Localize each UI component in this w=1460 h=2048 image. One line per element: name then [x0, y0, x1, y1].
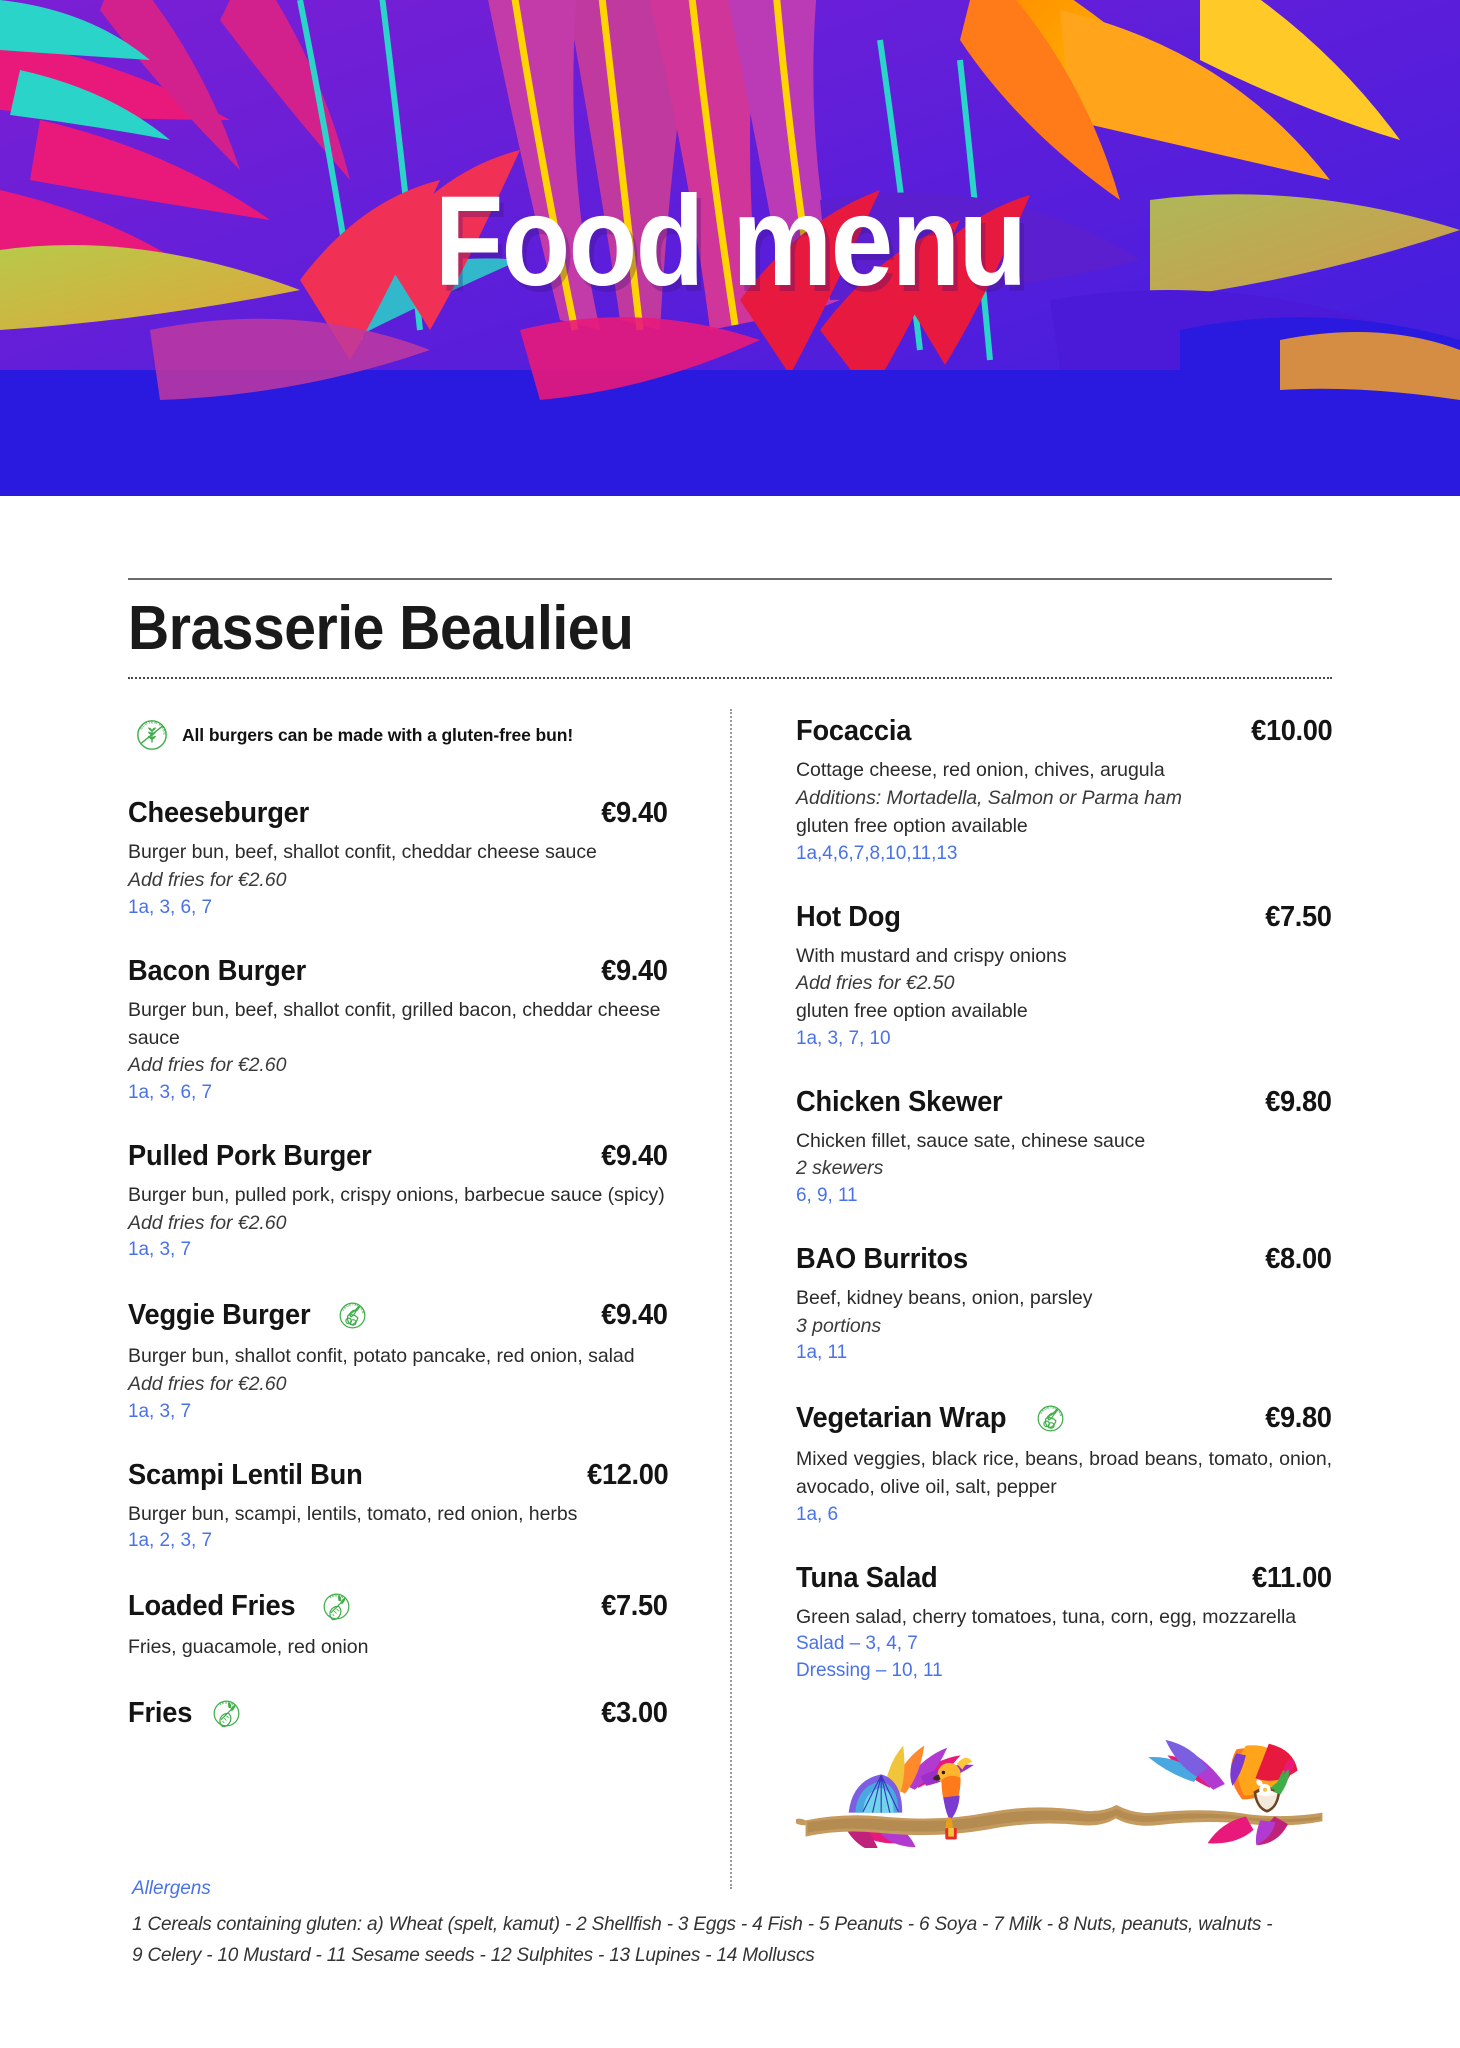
menu-item-description: Burger bun, pulled pork, crispy onions, barbecue sauce (spicy)	[128, 1183, 665, 1206]
menu-item-name: Cheeseburger	[128, 797, 310, 830]
menu-item	[796, 901, 1332, 1053]
gluten-free-icon	[132, 715, 172, 755]
menu-item-name: Bacon Burger	[128, 954, 306, 987]
allergens-line-1: 1 Cereals containing gluten: a) Wheat (spelt, kamut) - 2 Shellfish - 3 Eggs - 4 Fish - 5 Peanuts - 6 Soya - 7 Milk - 8 Nuts, peanuts, walnuts -	[132, 1914, 1273, 1936]
menu-item-description: With mustard and crispy onions	[796, 944, 1067, 967]
top-rule	[128, 578, 1332, 580]
menu-item	[128, 1297, 668, 1425]
dotted-rule	[128, 677, 1332, 679]
menu-item-price: €9.80	[1265, 1402, 1332, 1435]
menu-item-allergens-secondary: Dressing – 10, 11	[796, 1660, 943, 1682]
menu-item-description: Fries, guacamole, red onion	[128, 1636, 369, 1659]
menu-item-description: Burger bun, beef, shallot confit, cheddar cheese sauce	[128, 841, 597, 864]
menu-item-allergens: 1a, 2, 3, 7	[128, 1530, 212, 1552]
menu-item-price: €8.00	[1265, 1242, 1332, 1275]
menu-item-price: €9.40	[601, 1299, 668, 1332]
menu-item-price: €10.00	[1250, 715, 1332, 748]
menu-item	[796, 1400, 1332, 1528]
menu-item-price: €9.40	[601, 797, 668, 830]
menu-item-header	[128, 1695, 668, 1732]
menu-item-option: gluten free option available	[796, 999, 1028, 1022]
menu-item-header	[128, 797, 668, 830]
menu-columns	[128, 715, 1332, 1848]
menu-item-description: Burger bun, beef, shallot confit, grilled bacon, cheddar cheese sauce	[128, 998, 661, 1049]
menu-item-option: gluten free option available	[796, 814, 1028, 837]
menu-column-left	[128, 715, 730, 1765]
menu-item-note: Add fries for €2.60	[128, 869, 287, 892]
menu-item-note: Additions: Mortadella, Salmon or Parma ham	[796, 787, 1182, 810]
svg-text:VEGETARIAN: VEGETARIAN	[340, 1302, 366, 1315]
menu-item-allergens: 1a, 6	[796, 1503, 839, 1525]
menu-item-allergens: 1a,4,6,7,8,10,11,13	[796, 842, 958, 864]
menu-item-price: €9.40	[601, 1139, 668, 1172]
vegan-icon	[208, 1695, 245, 1732]
menu-item	[128, 1588, 668, 1662]
menu-item-name: Pulled Pork Burger	[128, 1139, 372, 1172]
menu-item-description: Burger bun, shallot confit, potato pancake, red onion, salad	[128, 1345, 635, 1368]
svg-text:VEGETARIAN: VEGETARIAN	[1038, 1405, 1063, 1418]
menu-item-description: Mixed veggies, black rice, beans, broad beans, tomato, onion, avocado, olive oil, salt, pepper	[796, 1448, 1332, 1499]
menu-item-header	[796, 1243, 1332, 1276]
menu-item-name: Focaccia	[796, 715, 912, 748]
menu-item-allergens: 1a, 3, 7	[128, 1400, 191, 1422]
menu-item-name: Fries	[128, 1697, 193, 1729]
column-divider	[730, 709, 732, 1889]
menu-item-price: €9.80	[1265, 1085, 1332, 1118]
menu-item-price: €7.50	[601, 1590, 668, 1623]
menu-item-header	[128, 1459, 668, 1492]
menu-item-header	[128, 955, 668, 988]
menu-item-price: €9.40	[601, 954, 668, 987]
allergens-footer	[128, 1878, 1332, 1972]
menu-item-allergens: 1a, 3, 6, 7	[128, 896, 212, 918]
menu-item-note: 2 skewers	[796, 1157, 884, 1180]
restaurant-name: Brasserie Beaulieu	[128, 594, 634, 663]
gluten-free-notice-text: All burgers can be made with a gluten-free bun!	[182, 724, 574, 745]
menu-item-price: €7.50	[1265, 900, 1332, 933]
menu-item-name: Veggie Burger	[128, 1299, 311, 1332]
menu-item-allergens: 1a, 3, 6, 7	[128, 1081, 212, 1103]
menu-item-name: Loaded Fries	[128, 1590, 296, 1623]
menu-item-description: Burger bun, scampi, lentils, tomato, red onion, herbs	[128, 1502, 578, 1525]
menu-item-header	[796, 1086, 1332, 1119]
menu-item	[796, 1562, 1332, 1686]
menu-item-header	[796, 1400, 1332, 1437]
menu-item-header	[796, 715, 1332, 748]
menu-item-price: €11.00	[1252, 1561, 1332, 1594]
page-title: Food menu	[434, 170, 1026, 313]
svg-text:VEGAN: VEGAN	[328, 1593, 345, 1600]
menu-item-note: Add fries for €2.60	[128, 1211, 287, 1234]
menu-item-description: Green salad, cherry tomatoes, tuna, corn, egg, mozzarella	[796, 1605, 1297, 1628]
menu-item	[796, 715, 1332, 867]
menu-item	[128, 1140, 668, 1264]
allergens-line-2: 9 Celery - 10 Mustard - 11 Sesame seeds - 12 Sulphites - 13 Lupines - 14 Molluscs	[132, 1945, 815, 1967]
menu-item-allergens: 1a, 11	[796, 1342, 848, 1364]
menu-item-header	[796, 901, 1332, 934]
menu-item-allergens: 1a, 3, 7	[128, 1239, 191, 1261]
svg-text:GLUTEN FREE: GLUTEN FREE	[138, 720, 167, 736]
menu-item-note: 3 portions	[796, 1314, 882, 1337]
menu-item-note: Add fries for €2.60	[128, 1372, 287, 1395]
menu-item	[796, 1243, 1332, 1367]
vegan-icon	[318, 1588, 355, 1625]
gluten-free-notice	[128, 715, 668, 755]
allergens-title: Allergens	[132, 1878, 211, 1900]
menu-item-note: Add fries for €2.50	[796, 972, 955, 995]
menu-item-header	[128, 1297, 668, 1334]
menu-item-name: Hot Dog	[796, 900, 901, 933]
menu-item-name: BAO Burritos	[796, 1242, 968, 1275]
menu-item-name: Tuna Salad	[796, 1561, 938, 1594]
menu-item-description: Cottage cheese, red onion, chives, arugula	[796, 759, 1165, 782]
menu-item-price: €3.00	[601, 1697, 668, 1729]
tropical-branch-parrot-illustration	[796, 1718, 1332, 1848]
menu-item-allergens: 6, 9, 11	[796, 1185, 858, 1207]
menu-item-name: Vegetarian Wrap	[796, 1402, 1007, 1435]
menu-item-description: Beef, kidney beans, onion, parsley	[796, 1287, 1093, 1310]
menu-item-name: Chicken Skewer	[796, 1085, 1003, 1118]
menu-item-description: Chicken fillet, sauce sate, chinese sauce	[796, 1129, 1146, 1152]
menu-item-allergens: 1a, 3, 7, 10	[796, 1027, 891, 1049]
vegetarian-icon	[1032, 1400, 1069, 1437]
menu-item	[128, 955, 668, 1107]
menu-item-name: Scampi Lentil Bun	[128, 1458, 363, 1491]
menu-item-header	[128, 1140, 668, 1173]
menu-column-right	[730, 715, 1332, 1848]
menu-item-header	[796, 1562, 1332, 1595]
menu-item-header	[128, 1588, 668, 1625]
menu-item	[128, 1459, 668, 1556]
vegetarian-icon	[334, 1297, 371, 1334]
menu-item-note: Add fries for €2.60	[128, 1054, 287, 1077]
menu-item	[128, 1695, 668, 1732]
menu-item	[128, 797, 668, 921]
menu-item-allergens: Salad – 3, 4, 7	[796, 1633, 918, 1655]
menu-item-price: €12.00	[586, 1458, 668, 1491]
header-banner	[0, 0, 1460, 496]
menu-page	[0, 578, 1460, 1972]
svg-text:VEGAN: VEGAN	[218, 1700, 235, 1707]
menu-item	[796, 1086, 1332, 1210]
